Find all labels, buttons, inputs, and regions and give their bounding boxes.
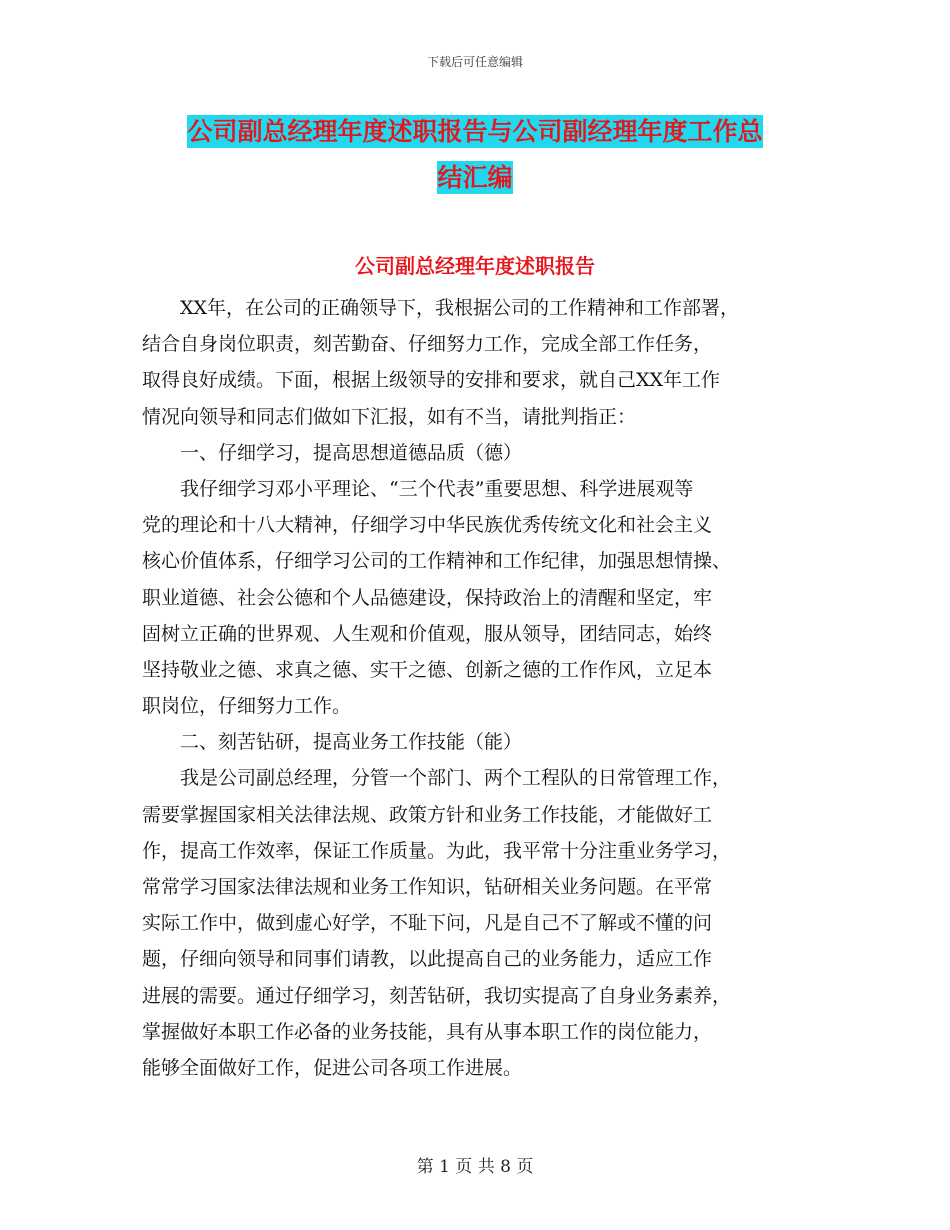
- text-line: 情况向领导和同志们做如下汇报，如有不当，请批判指正：: [142, 405, 637, 428]
- body-text: [142, 290, 822, 1086]
- text-line: 我是公司副总经理，分管一个部门、两个工程队的日常管理工作，: [180, 767, 732, 790]
- text-line: 实际工作中，做到虚心好学，不耻下问，凡是自己不了解或不懂的问: [142, 912, 713, 935]
- text-line: 需要掌握国家相关法律法规、政策方针和业务工作技能，才能做好工: [142, 803, 713, 826]
- text-line: 职岗位，仔细努力工作。: [142, 695, 352, 718]
- text-line: 坚持敬业之德、求真之德、实干之德、创新之德的工作作风，立足本: [142, 658, 713, 681]
- page-footer: 第 1 页 共 8 页: [416, 1157, 534, 1177]
- text-line: 我仔细学习邓小平理论、“三个代表”重要思想、科学进展观等: [180, 477, 694, 500]
- document-title-text-1: 公司副总经理年度述职报告与公司副经理年度工作总: [187, 117, 763, 146]
- text-line: 取得良好成绩。下面，根据上级领导的安排和要求，就自己XX年工作: [142, 369, 721, 392]
- text-line: 能够全面做好工作，促进公司各项工作进展。: [142, 1056, 523, 1079]
- text-line: 固树立正确的世界观、人生观和价值观，服从领导，团结同志，始终: [142, 622, 713, 645]
- text-line: 结合自身岗位职责，刻苦勤奋、仔细努力工作，完成全部工作任务，: [142, 333, 713, 356]
- text-line: 掌握做好本职工作必备的业务技能，具有从事本职工作的岗位能力，: [142, 1020, 713, 1043]
- text-line: 职业道德、社会公德和个人品德建设，保持政治上的清醒和坚定，牢: [142, 586, 713, 609]
- text-line: 题，仔细向领导和同事们请教，以此提高自己的业务能力，适应工作: [142, 948, 713, 971]
- header-note: 下载后可任意编辑: [426, 55, 523, 69]
- document-title-text-2: 结汇编: [437, 163, 513, 192]
- text-line: 核心价值体系，仔细学习公司的工作精神和工作纪律，加强思想情操、: [142, 550, 732, 573]
- document-title-line-1: [0, 112, 950, 148]
- text-line: 进展的需要。通过仔细学习，刻苦钻研，我切实提高了自身业务素养，: [142, 984, 732, 1007]
- text-line: XX年，在公司的正确领导下，我根据公司的工作精神和工作部署，: [180, 297, 740, 319]
- document-title-line-2: [0, 158, 950, 194]
- text-line: 常常学习国家法律法规和业务工作知识，钻研相关业务问题。在平常: [142, 876, 713, 898]
- text-line: 一、仔细学习，提高思想道德品质（德）: [180, 441, 523, 464]
- text-line: 二、刻苦钻研，提高业务工作技能（能）: [180, 731, 523, 754]
- text-line: 党的理论和十八大精神，仔细学习中华民族优秀传统文化和社会主义: [142, 514, 713, 537]
- section-title: 公司副总经理年度述职报告: [355, 254, 595, 278]
- text-line: 作，提高工作效率，保证工作质量。为此，我平常十分注重业务学习，: [142, 839, 732, 862]
